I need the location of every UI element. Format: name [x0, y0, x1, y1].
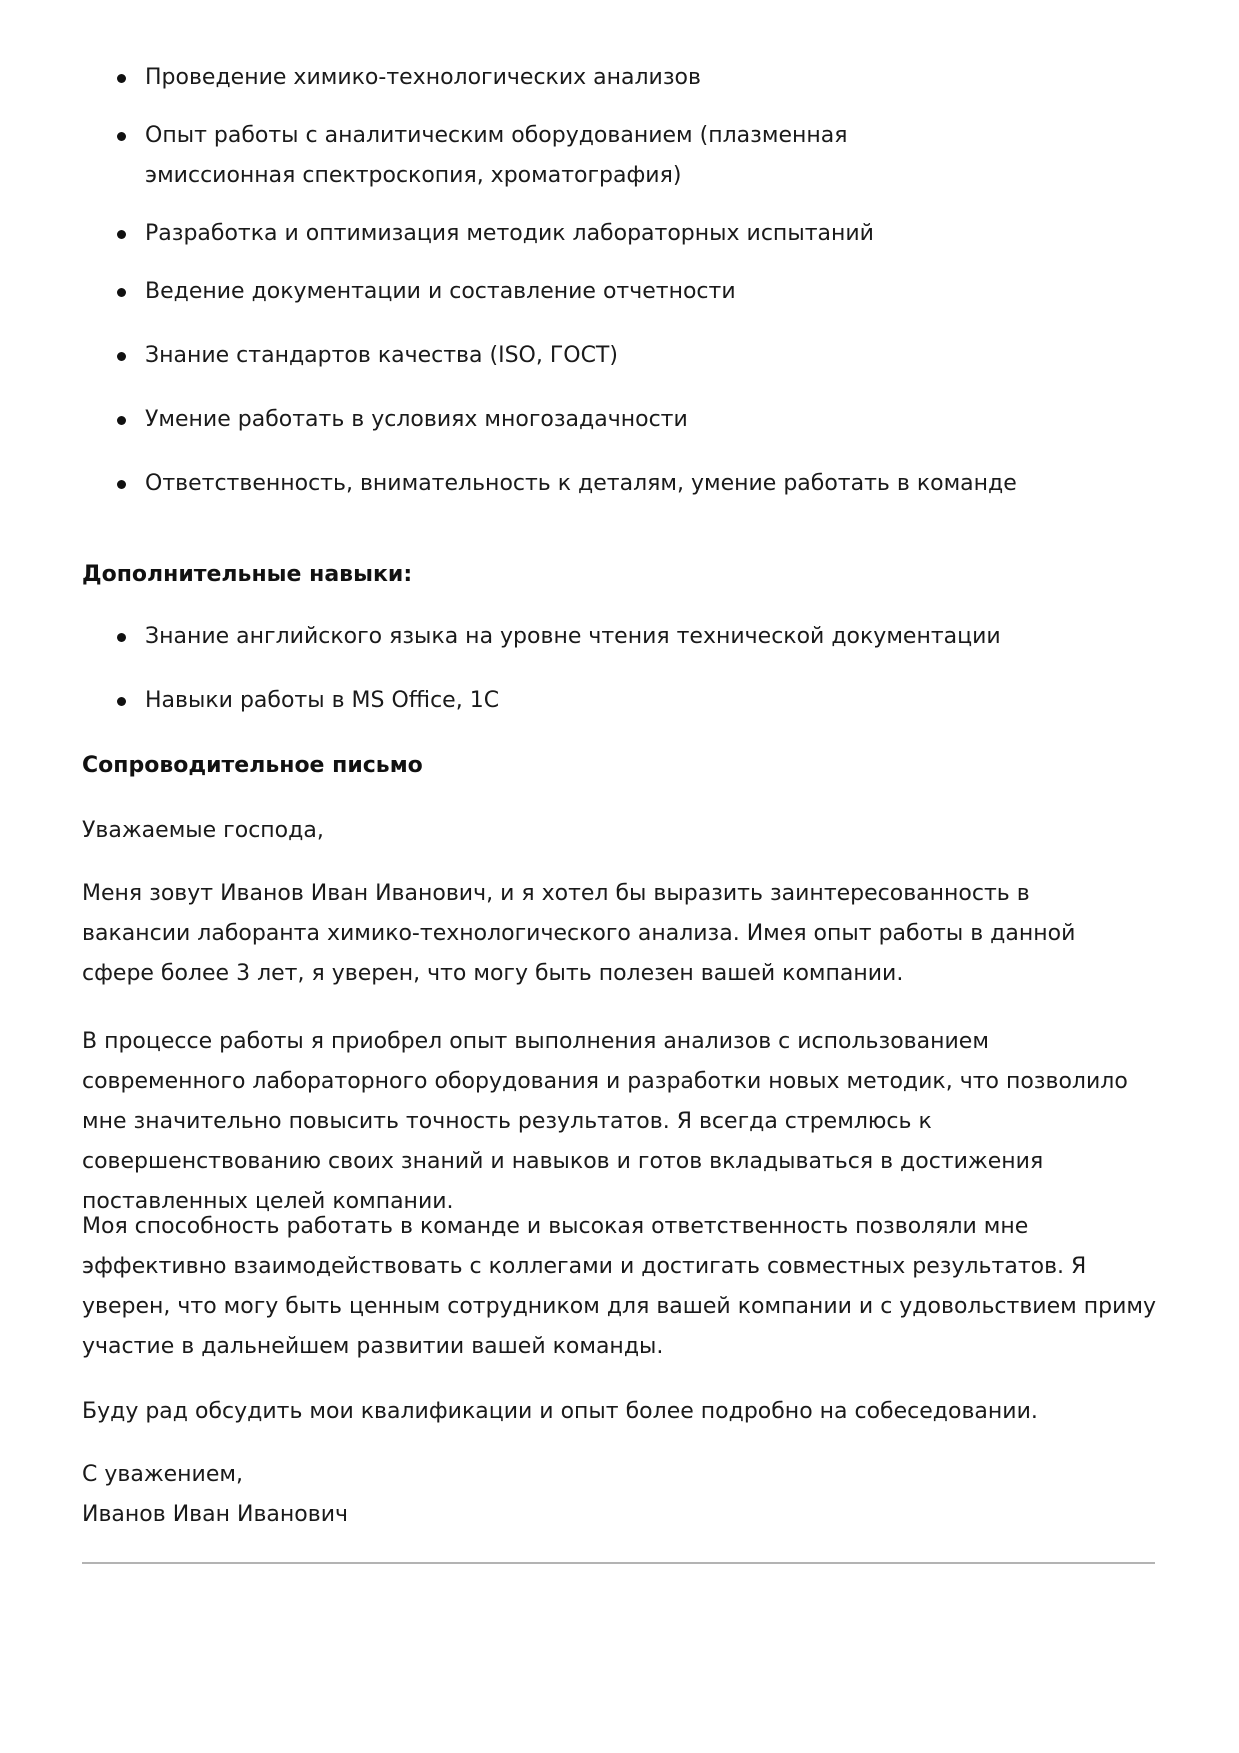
additional-skills-section	[82, 617, 1156, 746]
cover-letter-closing: С уважением,	[82, 1462, 243, 1487]
skills-item-text: Опыт работы с аналитическим оборудованием (плазменная эмиссионная спектроскопия, хроматография)	[145, 123, 848, 188]
additional-skills-item-text: Навыки работы в MS Office, 1С	[145, 688, 500, 713]
bullet-icon	[117, 288, 126, 297]
additional-skills-list	[82, 617, 1156, 721]
skills-list-item	[82, 214, 1156, 254]
skills-list-item	[82, 58, 1156, 98]
additional-skills-item-text: Знание английского языка на уровне чтения технической документации	[145, 624, 1001, 649]
cover-letter-paragraph: Буду рад обсудить мои квалификации и опыт более подробно на собеседовании.	[82, 1399, 1038, 1424]
skills-list	[82, 58, 1156, 504]
bullet-icon	[117, 352, 126, 361]
cover-letter-paragraph: В процессе работы я приобрел опыт выполнения анализов с использованием современного лабораторного оборудования и разработки новых методик, что позволило мне значительно повысить точность результатов. Я всегда стремлюсь к совершенствованию своих знаний и навыков и готов вкладываться в достижения поставленных целей компании.	[82, 1029, 1128, 1214]
cover-letter-heading: Сопроводительное письмо	[82, 753, 423, 778]
cover-letter-paragraph: Меня зовут Иванов Иван Иванович, и я хотел бы выразить заинтересованность в вакансии лаборанта химико-технологического анализа. Имея опыт работы в данной сфере более 3 лет, я уверен, что могу быть полезен вашей компании.	[82, 881, 1076, 986]
cover-letter-greeting: Уважаемые господа,	[82, 818, 324, 843]
bullet-icon	[117, 480, 126, 489]
bullet-icon	[117, 633, 126, 642]
additional-skills-list-item	[82, 617, 1156, 657]
horizontal-divider	[82, 1562, 1155, 1564]
cover-letter-signature: Иванов Иван Иванович	[82, 1502, 348, 1527]
skills-item-text: Разработка и оптимизация методик лабораторных испытаний	[145, 221, 874, 246]
additional-skills-heading: Дополнительные навыки:	[82, 562, 413, 587]
cover-letter-paragraph: Моя способность работать в команде и высокая ответственность позволяли мне эффективно взаимодействовать с коллегами и достигать совместных результатов. Я уверен, что могу быть ценным сотрудником для вашей компании и с удовольствием приму участие в дальнейшем развитии вашей команды.	[82, 1214, 1156, 1359]
skills-section	[82, 58, 1156, 529]
bullet-icon	[117, 132, 126, 141]
skills-list-item	[82, 400, 1156, 440]
skills-list-item	[82, 116, 1156, 196]
bullet-icon	[117, 230, 126, 239]
skills-item-text: Знание стандартов качества (ISO, ГОСТ)	[145, 343, 618, 368]
bullet-icon	[117, 74, 126, 83]
skills-list-item	[82, 272, 1156, 312]
bullet-icon	[117, 416, 126, 425]
skills-item-text: Ответственность, внимательность к деталям, умение работать в команде	[145, 471, 1017, 496]
skills-item-text: Ведение документации и составление отчетности	[145, 279, 736, 304]
skills-item-text: Умение работать в условиях многозадачности	[145, 407, 688, 432]
skills-list-item	[82, 336, 1156, 376]
skills-list-item	[82, 464, 1156, 504]
bullet-icon	[117, 697, 126, 706]
additional-skills-list-item	[82, 681, 1156, 721]
skills-item-text: Проведение химико-технологических анализов	[145, 65, 701, 90]
